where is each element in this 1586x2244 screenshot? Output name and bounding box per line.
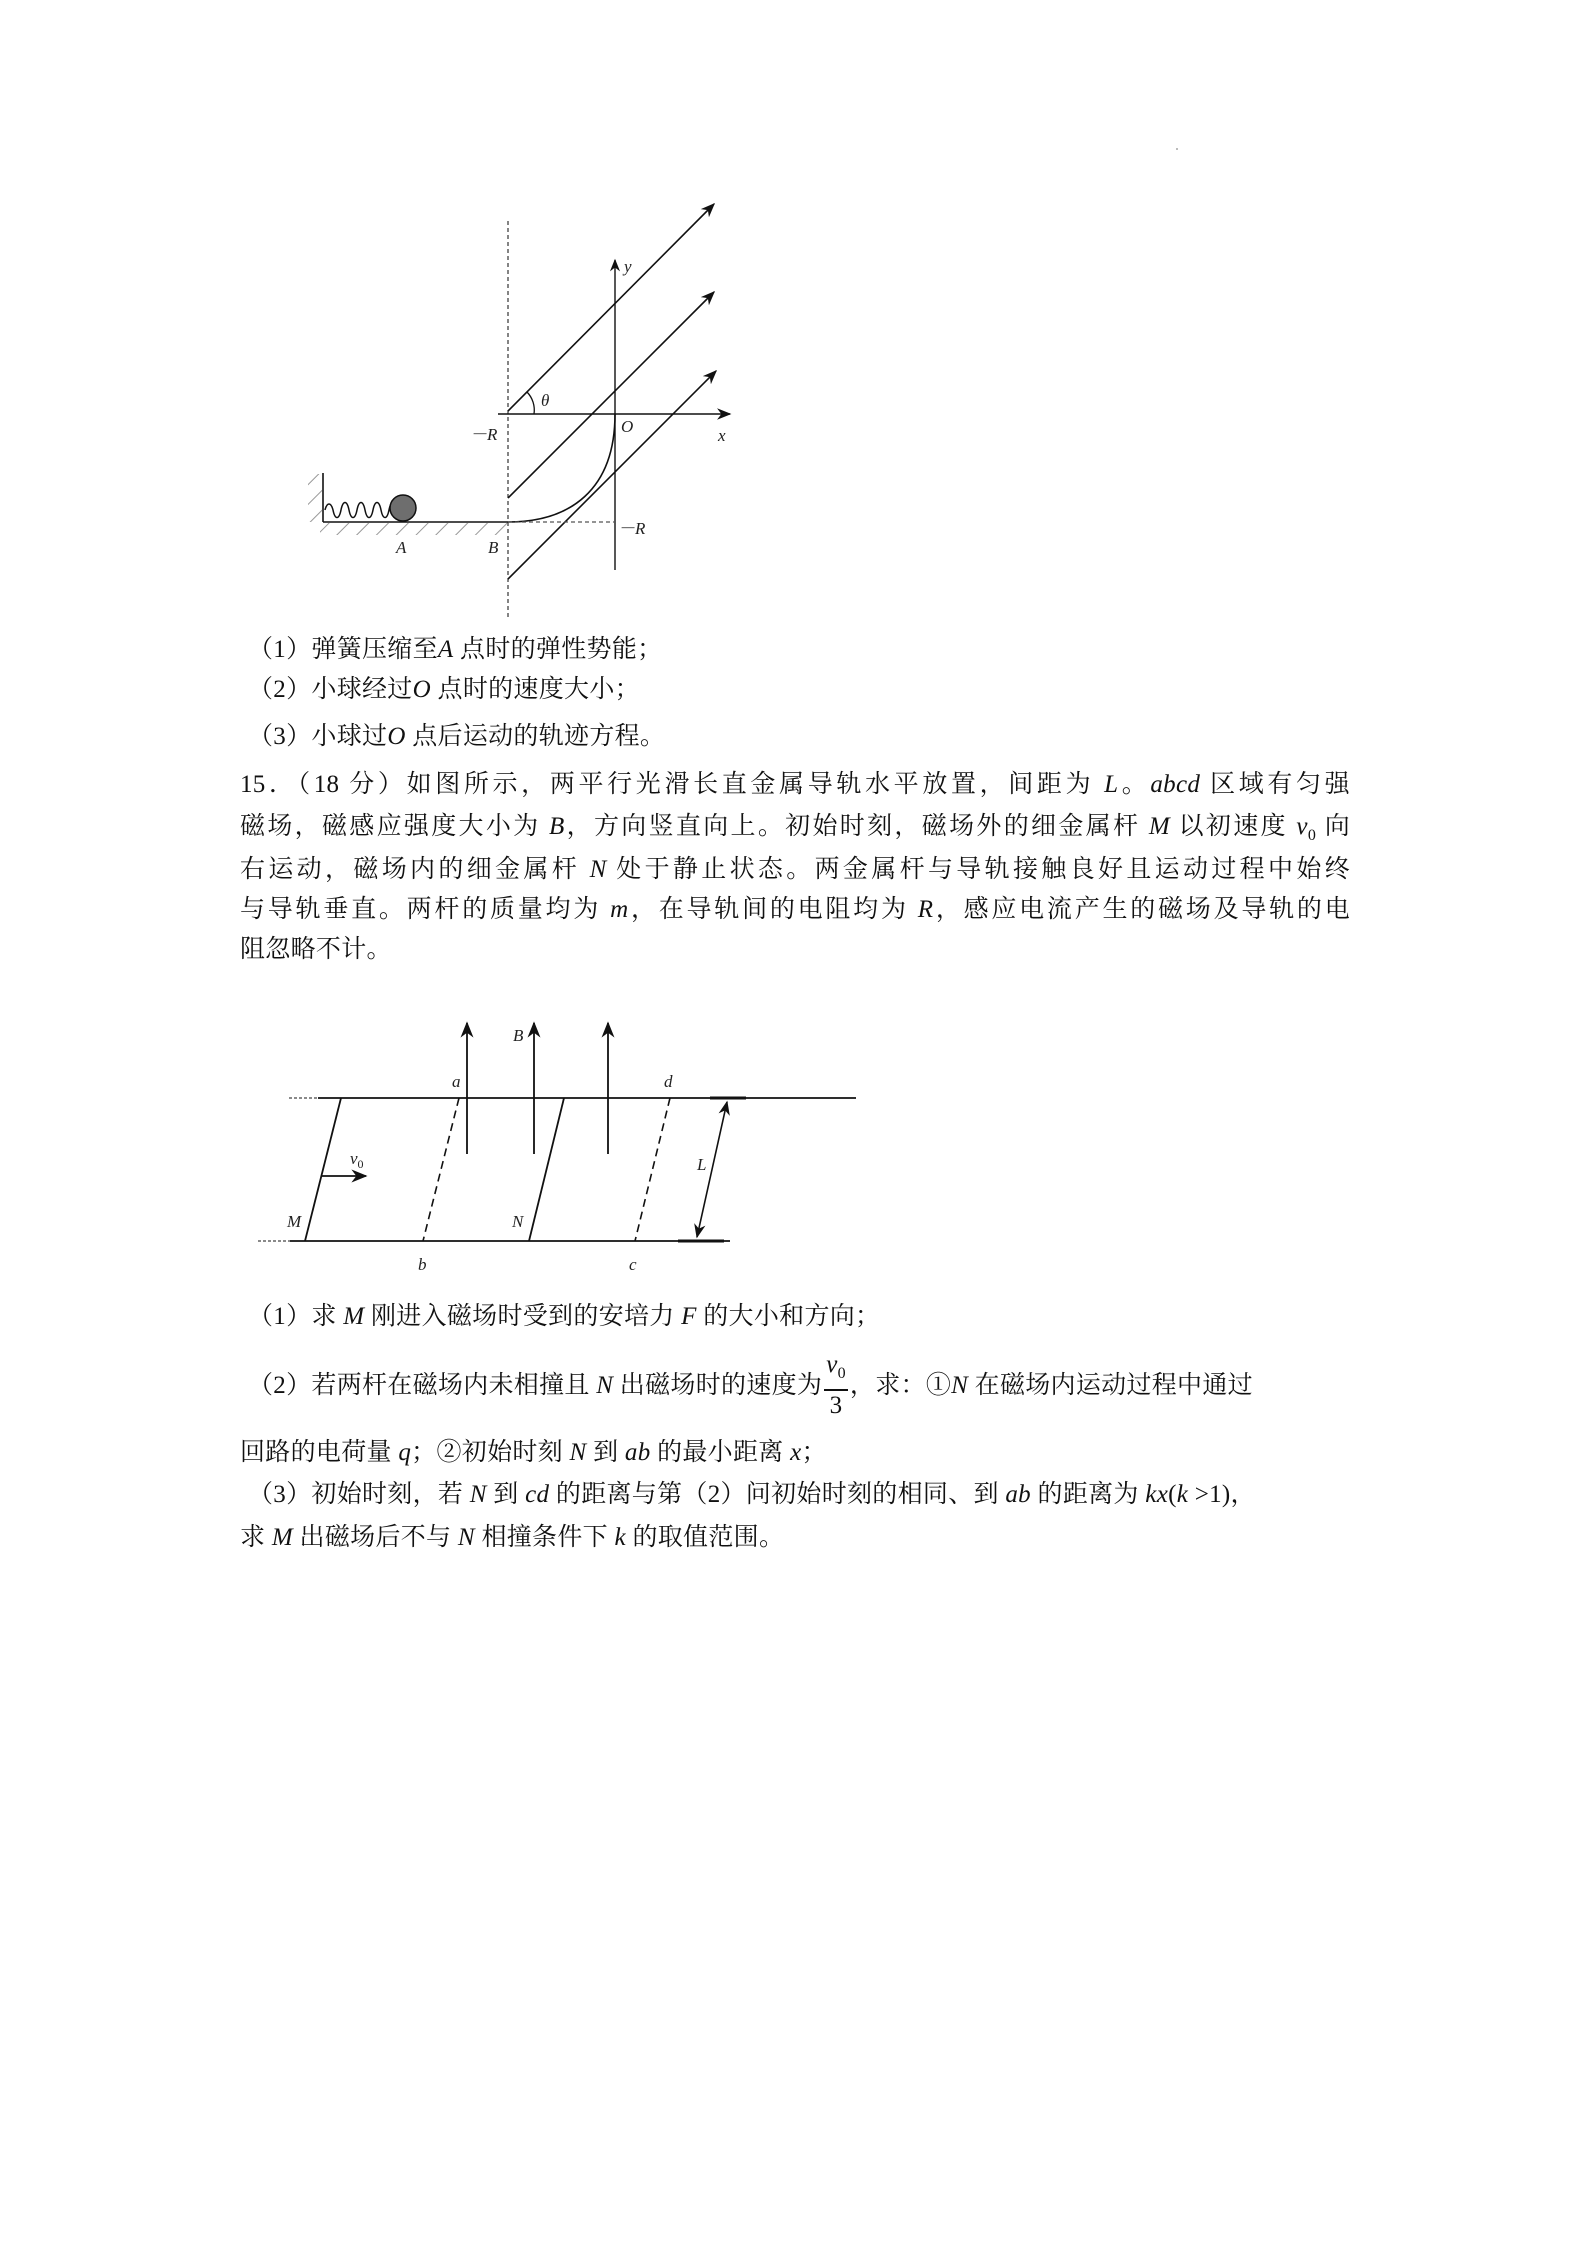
part-number: （1） xyxy=(248,1303,312,1330)
text: 的距离为 xyxy=(1030,1481,1146,1508)
fraction-numerator xyxy=(824,1350,848,1391)
text: 小球经过 xyxy=(311,676,413,703)
q14-part-1 xyxy=(248,633,1358,667)
text: 刚进入磁场时受到的安培力 xyxy=(364,1303,682,1330)
label-minus-r-right: －R xyxy=(618,519,646,538)
text: 到 xyxy=(586,1439,625,1466)
text: 的大小和方向； xyxy=(696,1303,881,1330)
var: N xyxy=(951,1372,969,1400)
figure-1-track-diagram xyxy=(0,0,800,640)
text: 出磁场后不与 xyxy=(293,1524,458,1551)
var: abcd xyxy=(1150,771,1201,798)
fraction-v0-over-3 xyxy=(824,1350,848,1421)
q15-stem-line-4 xyxy=(240,893,1350,927)
boundary-ab-dashed xyxy=(423,1098,459,1241)
text: 处于静止状态。两金属杆与导轨接触良好且运动过程中始终 xyxy=(606,856,1350,883)
part-number: （2） xyxy=(248,1372,312,1400)
text: 初始时刻，若 xyxy=(311,1481,470,1508)
q15-stem-line-1 xyxy=(240,768,1350,802)
var: cd xyxy=(525,1481,550,1508)
text: 。 xyxy=(1118,771,1151,798)
text: ；②初始时刻 xyxy=(411,1439,570,1466)
label-v0-sub: 0 xyxy=(357,1157,364,1171)
rod-m xyxy=(305,1098,341,1241)
field-arrow-2 xyxy=(508,292,714,498)
label-y: y xyxy=(624,257,632,276)
frac-num-var: v xyxy=(826,1351,838,1378)
text: >1)， xyxy=(1188,1481,1256,1508)
var: L xyxy=(1104,771,1119,798)
text: 小球过 xyxy=(311,723,388,750)
ground-hatch xyxy=(320,523,508,535)
var: k xyxy=(614,1524,626,1551)
part-number: （2） xyxy=(248,676,312,703)
label-minus-r-left: －R xyxy=(470,425,498,444)
label-a: a xyxy=(452,1072,461,1091)
text: ； xyxy=(801,1439,827,1466)
q15-stem-line-3 xyxy=(240,853,1350,887)
q15-part-3 xyxy=(248,1478,1350,1512)
field-arrow-1 xyxy=(508,204,714,411)
text: 的最小距离 xyxy=(650,1439,791,1466)
var: O xyxy=(412,676,431,703)
angle-arc-theta xyxy=(527,392,534,414)
text: 若两杆在磁场内未相撞且 xyxy=(311,1372,597,1400)
var: x xyxy=(790,1439,802,1466)
text: 点后运动的轨迹方程。 xyxy=(405,723,666,750)
var: k xyxy=(1176,1481,1189,1508)
label-x: x xyxy=(718,426,726,445)
figure-2-rails-diagram xyxy=(0,1000,900,1290)
text: 到 xyxy=(486,1481,526,1508)
text: 在磁场内运动过程中通过 xyxy=(968,1372,1253,1400)
part-number: （1） xyxy=(248,636,312,663)
var: A xyxy=(437,636,454,663)
text: 的取值范围。 xyxy=(625,1524,785,1551)
subscript: 0 xyxy=(1307,827,1317,844)
boundary-cd-dashed xyxy=(635,1098,670,1241)
var: q xyxy=(398,1439,412,1466)
frac-num-sub: 0 xyxy=(837,1365,846,1382)
text: 阻忽略不计。 xyxy=(240,936,392,963)
fraction-denominator: 3 xyxy=(829,1392,843,1419)
var: m xyxy=(610,896,629,923)
var: B xyxy=(549,813,565,840)
text: ( xyxy=(1168,1481,1177,1508)
label-v0 xyxy=(350,1149,364,1171)
label-field-b: B xyxy=(513,1026,524,1045)
text: 的距离与第（2）问初始时刻的相同、到 xyxy=(549,1481,1006,1508)
text: 与导轨垂直。两杆的质量均为 xyxy=(240,896,611,923)
text: 回路的电荷量 xyxy=(240,1439,399,1466)
var: O xyxy=(387,723,406,750)
label-m: M xyxy=(287,1212,302,1231)
label-b: b xyxy=(418,1255,427,1274)
text: 右运动，磁场内的细金属杆 xyxy=(240,856,590,883)
text: 出磁场时的速度为 xyxy=(613,1372,823,1400)
label-n: N xyxy=(512,1212,524,1231)
label-v0-base: v xyxy=(350,1149,358,1168)
var: M xyxy=(343,1303,365,1330)
var: N xyxy=(569,1439,587,1466)
question-score: （18 分） xyxy=(297,771,407,798)
label-theta: θ xyxy=(541,391,550,410)
q15-part-3-continued xyxy=(240,1521,1350,1555)
var: N xyxy=(596,1372,614,1400)
q15-part-2-continued xyxy=(240,1436,1350,1470)
var: M xyxy=(1148,813,1170,840)
label-b: B xyxy=(488,538,499,557)
q15-part-1 xyxy=(248,1300,1358,1334)
var: v xyxy=(1296,813,1308,840)
label-origin-o: O xyxy=(621,417,634,436)
text: 如图所示，两平行光滑长直金属导轨水平放置，间距为 xyxy=(406,771,1105,798)
q15-stem-line-5 xyxy=(240,933,1350,967)
text: 点时的速度大小； xyxy=(430,676,640,703)
text: 求 xyxy=(311,1303,344,1330)
text: 点时的弹性势能； xyxy=(453,636,663,663)
label-d: d xyxy=(664,1072,673,1091)
text: 以初速度 xyxy=(1170,813,1297,840)
var: N xyxy=(469,1481,487,1508)
var: N xyxy=(589,856,607,883)
text: 求 xyxy=(240,1524,272,1551)
wall-hatch xyxy=(308,474,322,522)
var: kx xyxy=(1145,1481,1169,1508)
q15-stem-line-2 xyxy=(240,810,1350,853)
text: 区域有匀强 xyxy=(1200,771,1350,798)
ball xyxy=(390,495,416,521)
question-number: 15． xyxy=(240,771,298,798)
var: ab xyxy=(624,1439,651,1466)
text: 向 xyxy=(1316,813,1350,840)
field-arrow-3 xyxy=(508,371,716,579)
var: M xyxy=(271,1524,293,1551)
var: N xyxy=(457,1524,475,1551)
text: 弹簧压缩至 xyxy=(311,636,438,663)
q14-part-3 xyxy=(248,720,1358,754)
label-l: L xyxy=(697,1155,707,1174)
label-c: c xyxy=(629,1255,637,1274)
text: ，感应电流产生的磁场及导轨的电 xyxy=(933,896,1350,923)
part-number: （3） xyxy=(248,1481,312,1508)
scan-speck xyxy=(1176,148,1178,150)
var: ab xyxy=(1005,1481,1031,1508)
var: F xyxy=(681,1303,697,1330)
part-number: （3） xyxy=(248,723,312,750)
q15-part-2 xyxy=(248,1352,1350,1423)
text: ，求：① xyxy=(849,1372,952,1400)
text: ，方向竖直向上。初始时刻，磁场外的细金属杆 xyxy=(564,813,1149,840)
label-a: A xyxy=(396,538,407,557)
text: 磁场，磁感应强度大小为 xyxy=(240,813,550,840)
q14-part-2 xyxy=(248,673,1358,707)
text: 相撞条件下 xyxy=(474,1524,615,1551)
var: R xyxy=(917,896,934,923)
quarter-circle-track xyxy=(508,414,615,522)
text: ，在导轨间的电阻均为 xyxy=(628,896,918,923)
